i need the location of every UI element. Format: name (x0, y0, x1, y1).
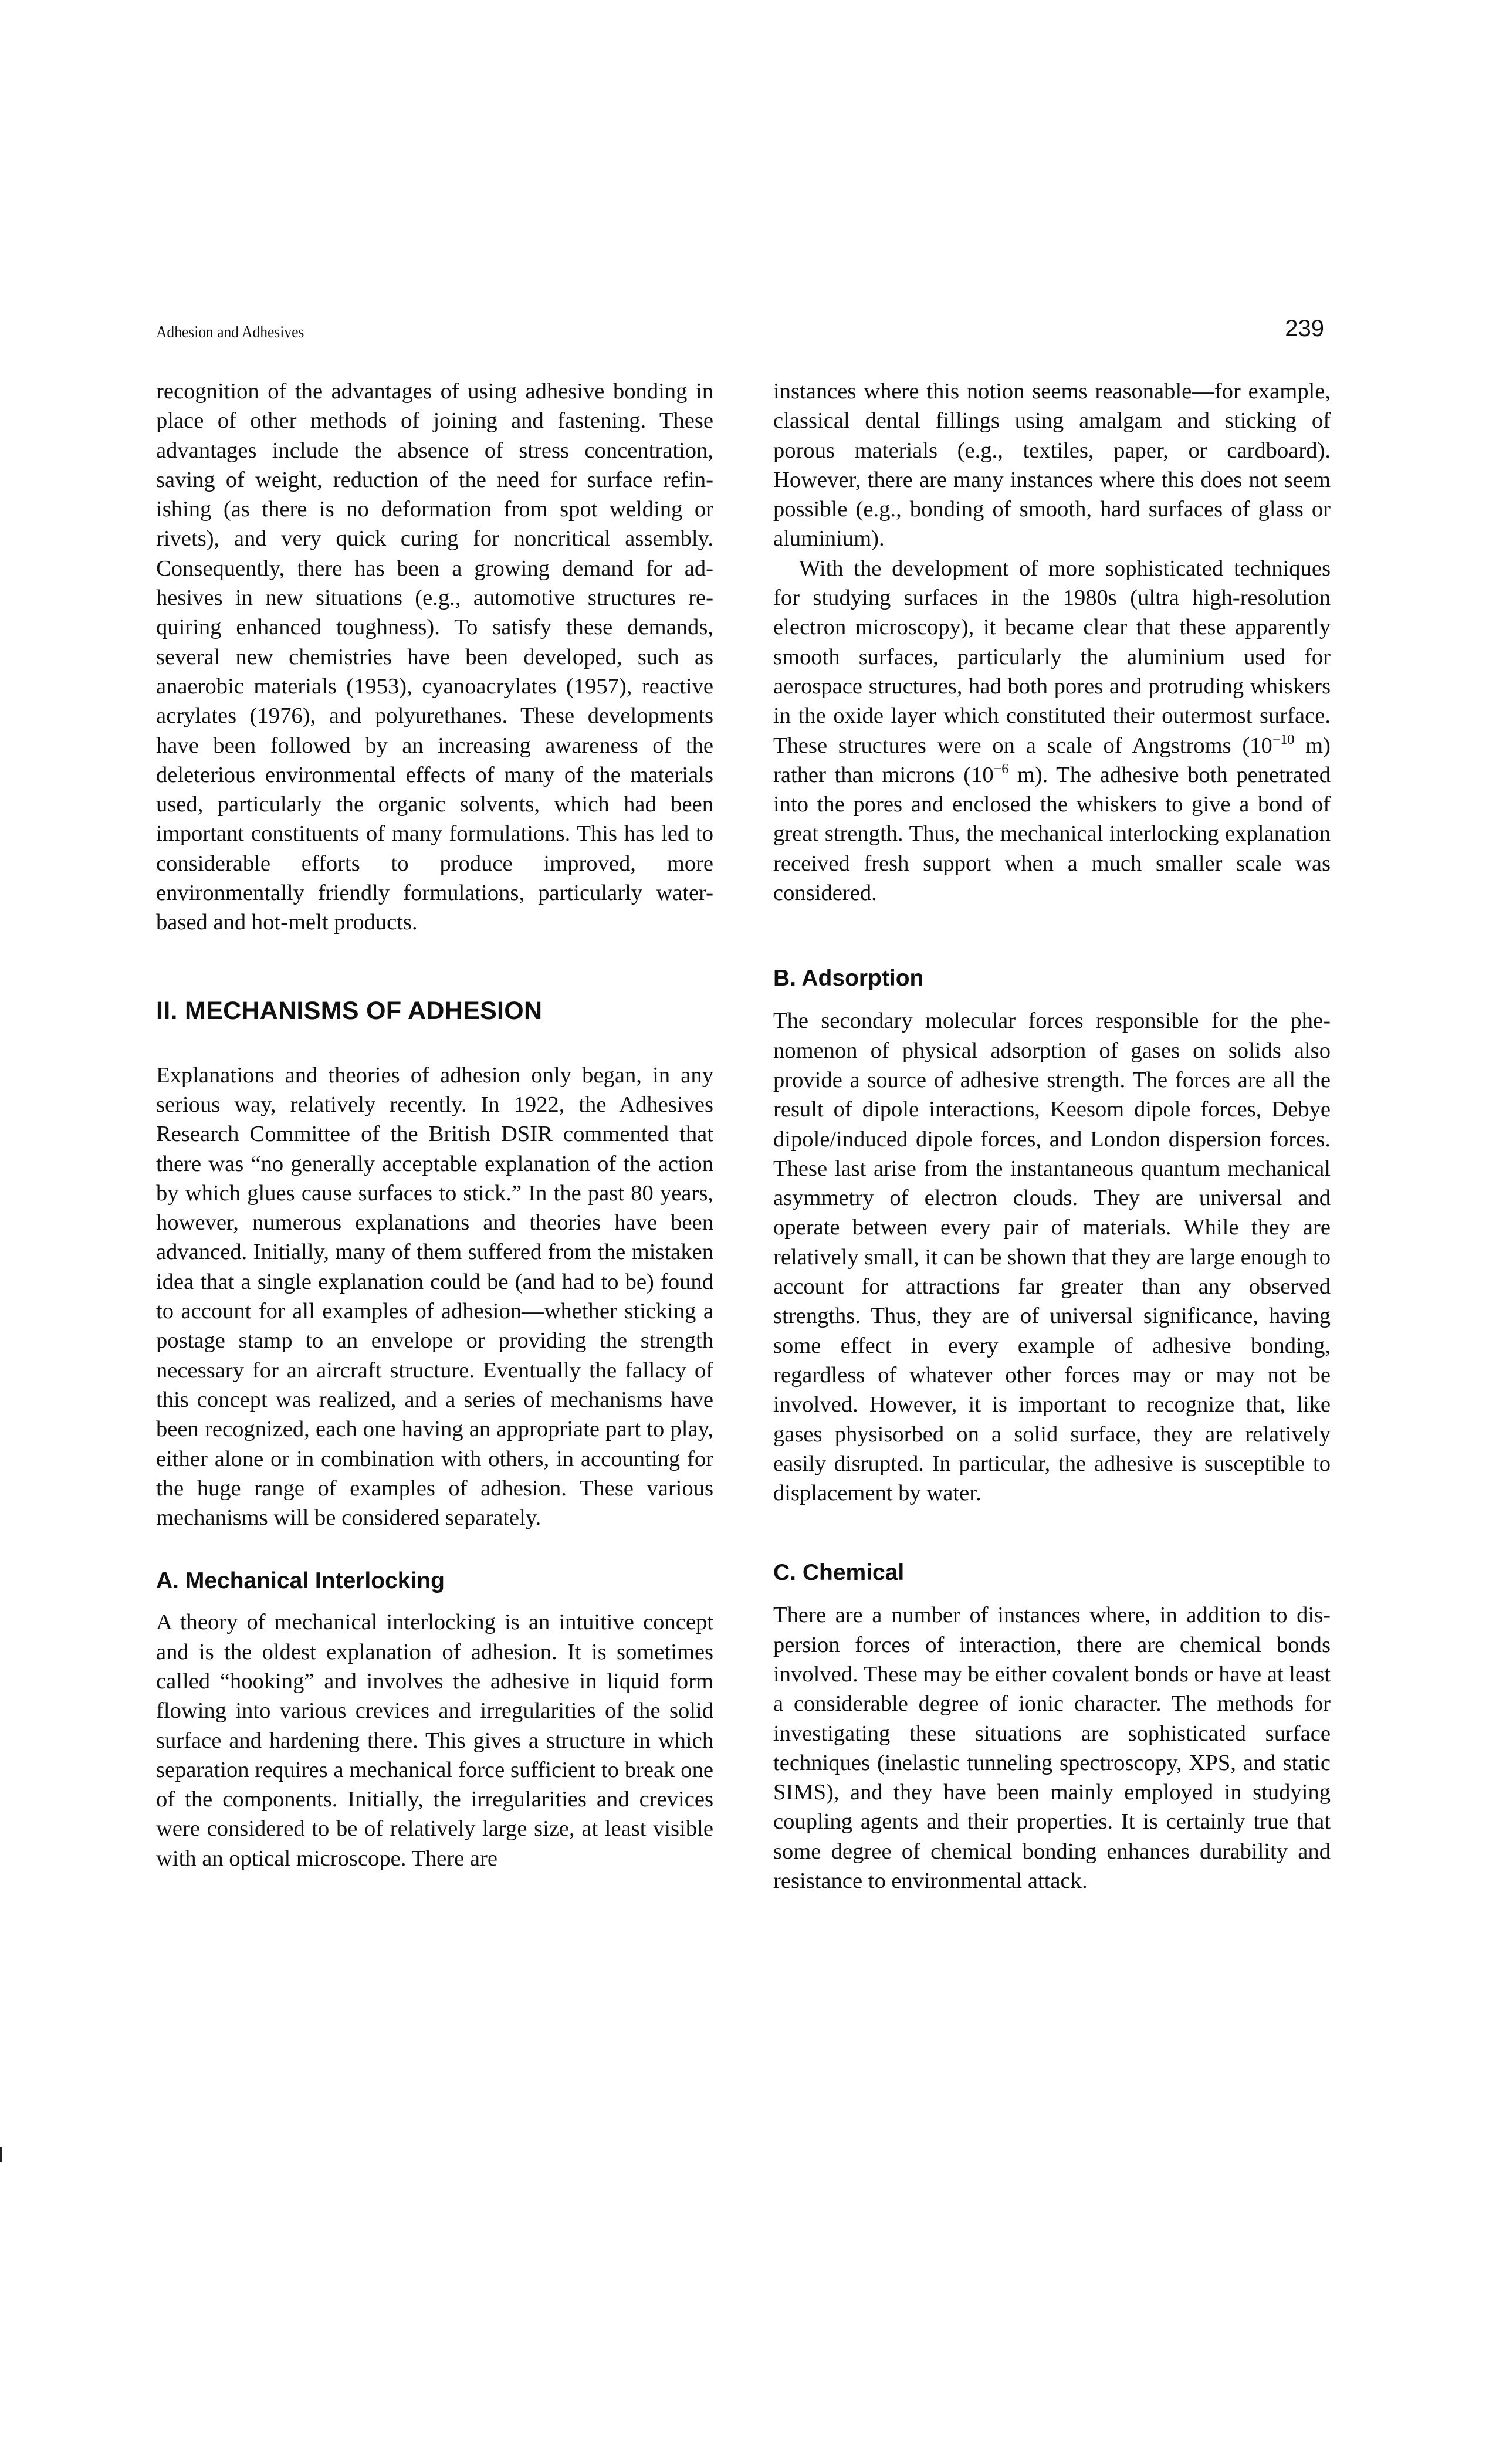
micron-exponent: −6 (993, 761, 1009, 777)
subsection-heading-adsorption: B. Adsorption (773, 966, 924, 991)
development-paragraph (773, 554, 1331, 908)
development-text-before: With the development of more sophisticated techniques for studying surfaces in the 1980s (ultra high-resolution electron microscopy), it became clear that these apparently smooth surfaces, particularly the aluminium used for aerospace structures, had both pores and protruding whiskers in the oxide layer which constituted their outermost surface. These structures were on a scale of Angstroms (10 (773, 556, 1331, 758)
subsection-heading-mechanical-interlocking: A. Mechanical Interlocking (156, 1568, 445, 1594)
right-column (773, 377, 1331, 1896)
subsection-paragraph-mechanical-interlocking: A theory of mechanical interlocking is an intuitive concept and is the oldest explanation of adhesion. It is sometimes called “hooking” and involves the adhesive in liquid form flowing into various crevices and irregularities of the solid surface and hardening there. This gives a structure in which separation requires a mechanical force sufficient to break one of the components. Initially, the irregularities and crevices were considered to be of relatively large size, at least visible with an optical microscope. There are (156, 1610, 713, 1871)
page-number: 239 (1285, 316, 1324, 341)
section-heading-mechanisms: II. MECHANISMS OF ADHESION (156, 996, 543, 1025)
subsection-heading-chemical: C. Chemical (773, 1560, 905, 1586)
development-text-after: m). The adhesive both penetrated into the pores and enclosed the whiskers to give a bond of great strength. Thus, the mechanical interlocking explanation received fresh support when a much smaller scale was considered. (773, 762, 1331, 906)
subsection-paragraph-chemical: There are a number of instances where, in addition to dispersion forces of interaction, there are chemical bonds involved. These may be either covalent bonds or have at least a considerable degree of ionic character. The methods for investigating these situations are sophisticated surface techniques (inelastic tunneling spectroscopy, XPS, and static SIMS), and they have been mainly employed in studying coupling agents and their properties. It is certainly true that some degree of chemical bonding enhances durability and resistance to environmental attack. (773, 1603, 1331, 1894)
scan-edge-mark (0, 2147, 2, 2162)
continuation-paragraph: instances where this notion seems reasonable—for example, classical dental fillings using amalgam and sticking of porous materials (e.g., textiles, paper, or cardboard). However, there are many instances where this does not seem possible (e.g., bonding of smooth, hard surfaces of glass or aluminium). (773, 379, 1331, 551)
development-text-middle: m) rather than microns (10 (773, 733, 1331, 787)
angstrom-exponent: −10 (1272, 732, 1295, 747)
left-column (156, 377, 713, 1873)
section-paragraph-theories: Explanations and theories of adhesion only began, in any serious way, relatively recently. In 1922, the Adhesives Research Committee of the British DSIR commented that there was “no generally acceptable explanation of the action by which glues cause surfaces to stick.” In the past 80 years, however, numerous explanations and theories have been advanced. Initially, many of them suffered from the mistaken idea that a single explanation could be (and had to be) found to account for all examples of adhesion—whether sticking a postage stamp to an envelope or providing the strength necessary for an aircraft structure. Eventually the fallacy of this concept was realized, and a series of mechanisms have been recognized, each one having an appropriate part to play, either alone or in combination with others, in accounting for the huge range of examples of adhesion. These various mechanisms will be considered separately. (156, 1062, 713, 1531)
intro-paragraph: recognition of the advantages of using adhesive bonding in place of other methods of joining and fastening. These advantages include the absence of stress concentration, saving of weight, reduction of the need for surface refinishing (as there is no deformation from spot welding or rivets), and very quick curing for noncritical assembly. Consequently, there has been a growing demand for adhesives in new situations (e.g., automotive structures requiring enhanced toughness). To satisfy these demands, several new chemistries have been developed, such as anaerobic materials (1953), cyanoacrylates (1957), reactive acrylates (1976), and polyurethanes. These developments have been followed by an increasing awareness of the deleterious environmental effects of many of the materials used, particularly the organic solvents, which had been important constituents of many formulations. This has led to considerable efforts to produce improved, more environmentally friendly formulations, particularly water-based and hot-melt products. (156, 379, 713, 935)
subsection-paragraph-adsorption: The secondary molecular forces responsible for the phenomenon of physical adsorption of gases on solids also provide a source of adhesive strength. The forces are all the result of dipole interactions, Keesom dipole forces, Debye dipole/induced dipole forces, and London dispersion forces. These last arise from the instantaneous quantum mechanical asymmetry of electron clouds. They are universal and operate between every pair of materials. While they are relatively small, it can be shown that they are large enough to account for attractions far greater than any observed strengths. Thus, they are of universal significance, having some effect in every example of adhesive bonding, regardless of whatever other forces may or may not be involved. However, it is important to recognize that, like gases physisorbed on a solid surface, they are relatively easily disrupted. In particular, the adhesive is susceptible to displacement by water. (773, 1008, 1331, 1506)
running-head-title: Adhesion and Adhesives (156, 323, 304, 341)
